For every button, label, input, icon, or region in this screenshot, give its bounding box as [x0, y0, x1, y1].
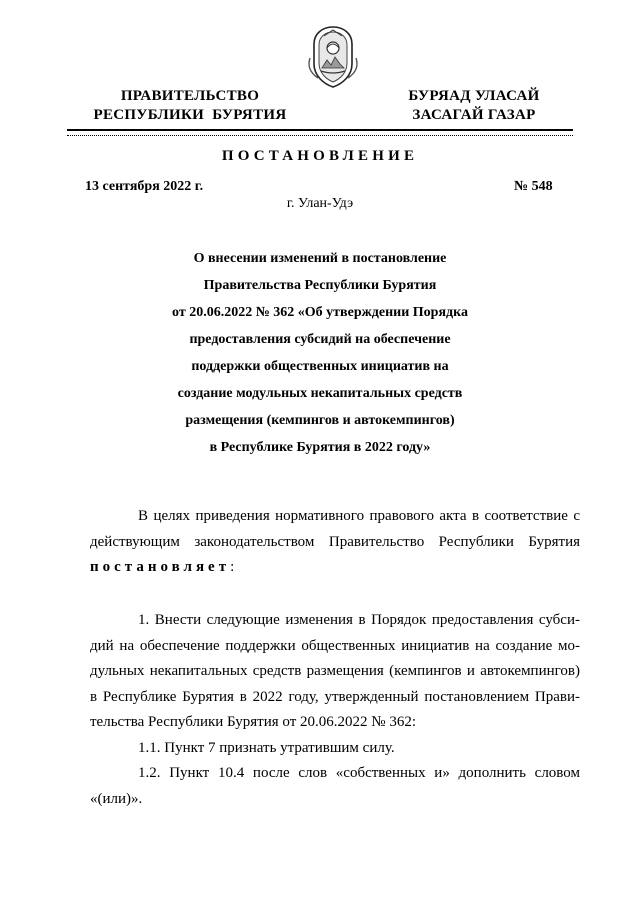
- subject-line: в Республике Бурятия в 2022 году»: [209, 440, 431, 455]
- item-1-2-line: «(или)».: [90, 790, 143, 807]
- body-line: в Республике Бурятия в 2022 году, утвержденный постановлением Прави-: [90, 688, 580, 705]
- body-line: 1. Внести следующие изменения в Порядок предоставления субси-: [138, 612, 580, 628]
- body-line: дий на обеспечение поддержки общественных инициатив на создание мо-: [90, 637, 580, 654]
- subject-line: Правительства Республики Бурятия: [203, 278, 437, 293]
- item-1-1-line: 1.1. Пункт 7 признать утратившим силу.: [138, 739, 395, 756]
- subject-line: поддержки общественных инициатив на: [191, 359, 449, 374]
- header-divider-dotted: [67, 135, 573, 136]
- preamble-paragraph: [90, 504, 580, 581]
- header-right-line2: ЗАСАГАЙ ГАЗАР: [412, 107, 536, 123]
- document-type: ПОСТАНОВЛЕНИЕ: [221, 148, 419, 164]
- item-1-paragraph: [90, 608, 580, 812]
- subject-line: от 20.06.2022 № 362 «Об утверждении Порядка: [172, 305, 468, 320]
- item-1-2-line: 1.2. Пункт 10.4 после слов «собственных и» дополнить словом: [138, 765, 580, 781]
- header-divider: [67, 129, 573, 131]
- body-line: дульных некапитальных средств размещения (кемпингов и автокемпингов): [90, 663, 580, 679]
- header-left-line1: ПРАВИТЕЛЬСТВО: [120, 88, 260, 104]
- body-line: действующим законодательством Правительство Республики Бурятия: [90, 533, 580, 550]
- subject-line: создание модульных некапитальных средств: [177, 386, 463, 401]
- document-subject: [120, 245, 520, 461]
- body-line: В целях приведения нормативного правового акта в соответствие с: [138, 508, 580, 524]
- coat-of-arms-icon: [300, 24, 366, 90]
- resolves-colon: :: [230, 559, 235, 575]
- body-line: тельства Республики Бурятия от 20.06.2022 № 362:: [90, 714, 417, 730]
- document-city: г. Улан-Удэ: [286, 196, 354, 211]
- document-date: 13 сентября 2022 г.: [85, 179, 204, 194]
- subject-line: О внесении изменений в постановление: [193, 251, 447, 266]
- header-left-line2: РЕСПУБЛИКИ БУРЯТИЯ: [93, 107, 287, 123]
- document-number: № 548: [514, 179, 553, 194]
- header-right-line1: БУРЯАД УЛАСАЙ: [408, 88, 540, 104]
- government-name-russian: [72, 87, 308, 125]
- government-name-buryat: [388, 87, 560, 125]
- resolves-line: [90, 555, 580, 581]
- resolves-word: постановляет: [90, 559, 231, 575]
- subject-line: предоставления субсидий на обеспечение: [189, 332, 451, 347]
- subject-line: размещения (кемпингов и автокемпингов): [185, 413, 455, 428]
